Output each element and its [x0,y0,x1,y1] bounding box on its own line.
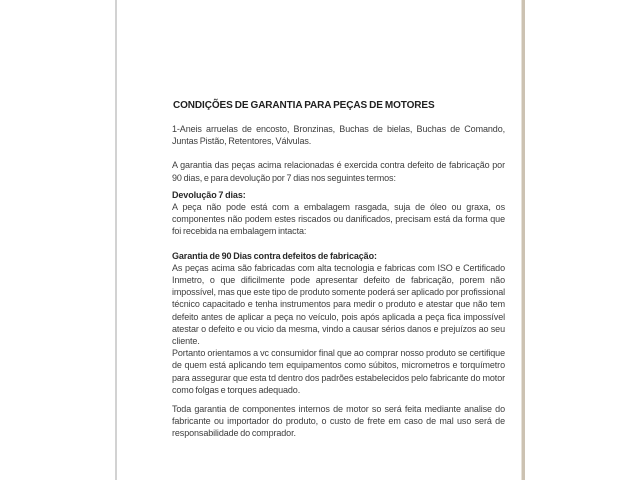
devolution-heading: Devolução 7 dias: [172,189,246,200]
warranty-90-heading: Garantia de 90 Dias contra defeitos de fabricação: [172,250,377,261]
warranty-90-paragraph-2: Portanto orientamos a vc consumidor final que ao comprar nosso produto se certifique de quem está aplicando tem equipamentos como súbitos, micrometros e torquímetro para assegurar que esta td dentro dos padrões estabelecidos pelo fabricante do motor como folgas e torques adequado. [172,348,505,395]
warranty-document [172,99,505,440]
left-page-rule [115,0,117,480]
page-title: CONDIÇÕES DE GARANTIA PARA PEÇAS DE MOTORES [173,100,435,111]
right-page-rule [521,0,525,480]
parts-list-paragraph: 1-Aneis arruelas de encosto, Bronzinas, Buchas de bielas, Buchas de Comando, Juntas Pistão, Retentores, Válvulas. [172,124,505,147]
devolution-paragraph: A peça não pode está com a embalagem rasgada, suja de óleo ou graxa, os componentes não podem estes riscados ou danificados, precisam está da forma que foi recebida na embalagem intacta: [172,202,505,237]
final-note-paragraph: Toda garantia de componentes internos de motor so será feita mediante analise do fabricante ou importador do produto, o custo de frete em caso de mal uso será de responsabilidade do comprador. [172,404,505,439]
warranty-intro-paragraph: A garantia das peças acima relacionadas é exercida contra defeito de fabricação por 90 dias, e para devolução por 7 dias nos seguintes termos: [172,160,505,183]
warranty-90-paragraph-1: As peças acima são fabricadas com alta tecnologia e fabricas com ISO e Certificado Inmetro, o que dificilmente pode apresentar defeito de fabricação, porem não impossível, mas que este tipo de produto somente poderá ser aplicado por profissional técnico capacitado e tenha instrumentos para medir o produto e atestar que não tem defeito antes de aplicar a peça no veículo, pois após aplicada a peça fica impossível atestar o defeito e ou vicio da mesma, vindo a causar sérios danos e prejuízos ao seu cliente. [172,262,505,347]
